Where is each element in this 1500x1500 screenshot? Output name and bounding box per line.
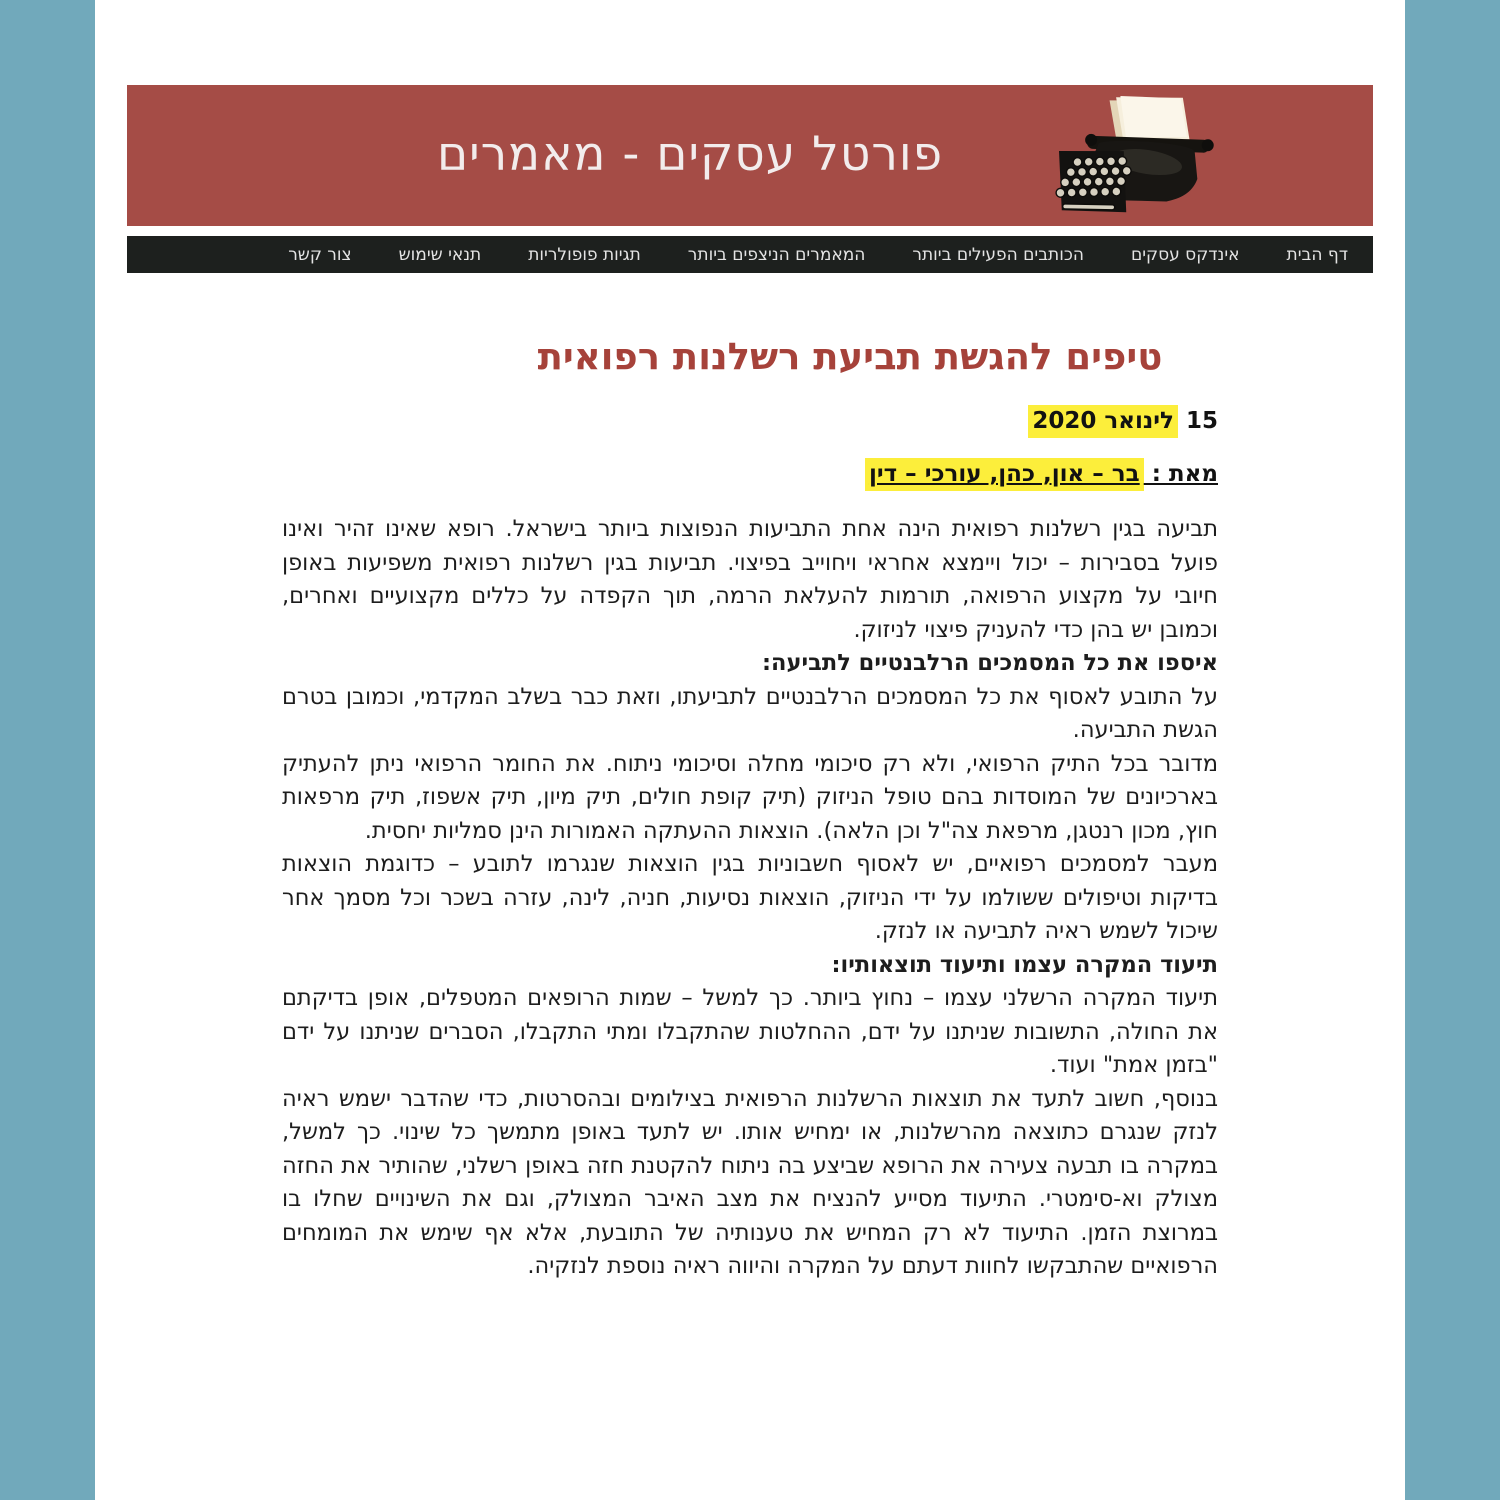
nav-item-popular-tags[interactable]: תגיות פופולריות	[528, 244, 641, 265]
article-body	[282, 513, 1218, 1284]
paragraph-photos-video: בנוסף, חשוב לתעד את תוצאות הרשלנות הרפואית בצילומים ובהסרטות, כדי שהדבר ישמש ראיה לנזק שנגרם כתוצאה מהרשלנות, או ימחיש אותו. יש לתעד באופן מתמשך כל שינוי. כך למשל, במקרה בו תבעה צעירה את הרופא שביצע בה ניתוח להקטנת חזה באופן רשלני, שהותיר את החזה מצולק וא-סימטרי. התיעוד מסייע להנציח את מצב האיבר המצולק, וגם את השינויים שחלו בו במרוצת הזמן. התיעוד לא רק המחיש את טענותיה של התובעת, אלא אף שימש את המומחים הרפואיים שהתבקשו לחוות דעתם על המקרה והיווה ראיה נוספת לנזקיה.	[282, 1085, 1218, 1279]
header-banner	[127, 85, 1373, 226]
section-collect-documents	[282, 647, 1218, 949]
main-nav	[127, 236, 1373, 273]
nav-item-business-index[interactable]: אינדקס עסקים	[1130, 244, 1240, 265]
paragraph-documentation-1: תיעוד המקרה הרשלני עצמו – נחוץ ביותר. כך למשל – שמות הרופאים המטפלים, אופן בדיקתם את החולה, התשובות שניתנו על ידם, ההחלטות שהתקבלו ומתי התקבלו, הסברים שניתנו על ידם "בזמן אמת" ועוד.	[282, 985, 1218, 1078]
paragraph-collect-3: מעבר למסמכים רפואיים, יש לאסוף חשבוניות בגין הוצאות שנגרמו לתובע – כדוגמת הוצאות בדיקות וטיפולים ששולמו על ידי הניזוק, הוצאות נסיעות, חניה, לינה, עזרה בשכר וכל מסמך אחר שיכול לשמש ראיה לתביעה או לנזק.	[282, 851, 1218, 944]
nav-item-terms-of-use[interactable]: תנאי שימוש	[398, 244, 482, 265]
paragraph-collect-2: מדובר בכל התיק הרפואי, ולא רק סיכומי מחלה וסיכומי ניתוח. את החומר הרפואי ניתן להעתיק בארכיונים של המוסדות בהם טופל הניזוק (תיק קופת חולים, תיק מיון, תיק אשפוז, תיק מרפאות חוץ, מכון רנטגן, מרפאת צה"ל וכן הלאה). הוצאות ההעתקה האמורות הינן סמליות יחסית.	[282, 750, 1218, 844]
section-heading-documentation: תיעוד המקרה עצמו ותיעוד תוצאותיו:	[831, 951, 1218, 978]
section-heading-collect-documents: איספו את כל המסמכים הרלבנטיים לתביעה:	[762, 650, 1218, 676]
publish-date-day: 15	[1185, 408, 1218, 434]
byline	[282, 461, 1218, 487]
publish-date	[282, 408, 1218, 434]
article-content	[282, 332, 1218, 1284]
nav-item-contact[interactable]: צור קשר	[288, 244, 352, 265]
publish-date-highlight: לינואר 2020	[1028, 405, 1178, 438]
nav-item-most-active-writers[interactable]: הכותבים הפעילים ביותר	[912, 244, 1084, 265]
site-title[interactable]: פורטל עסקים - מאמרים	[436, 125, 944, 181]
page	[95, 0, 1405, 1500]
paragraph-collect-1: על התובע לאסוף את כל המסמכים הרלבנטיים לתביעתו, וזאת כבר בשלב המקדמי, וכמובן בטרם הגשת התביעה.	[282, 683, 1218, 743]
nav-item-most-viewed-articles[interactable]: המאמרים הניצפים ביותר	[687, 244, 866, 265]
nav-item-home[interactable]: דף הבית	[1286, 244, 1348, 265]
byline-author-link[interactable]: בר – און, כהן, עורכי – דין	[865, 458, 1144, 491]
typewriter-icon	[1035, 87, 1237, 225]
paragraph-intro: תביעה בגין רשלנות רפואית הינה אחת התביעות הנפוצות ביותר בישראל. רופא שאינו זהיר ואינו פועל בסבירות – יכול ויימצא אחראי ויחוייב בפיצוי. תביעות בגין רשלנות רפואית משפיעות באופן חיובי על מקצוע הרפואה, תורמות להעלאת הרמה, תוך הקפדה על כללים מקצועיים ואחרים, וכמובן יש בהן כדי להעניק פיצוי לניזוק.	[282, 516, 1218, 643]
article-title: טיפים להגשת תביעת רשלנות רפואית	[537, 335, 1163, 378]
byline-prefix: מאת :	[1143, 461, 1218, 487]
section-documentation	[282, 949, 1218, 1083]
